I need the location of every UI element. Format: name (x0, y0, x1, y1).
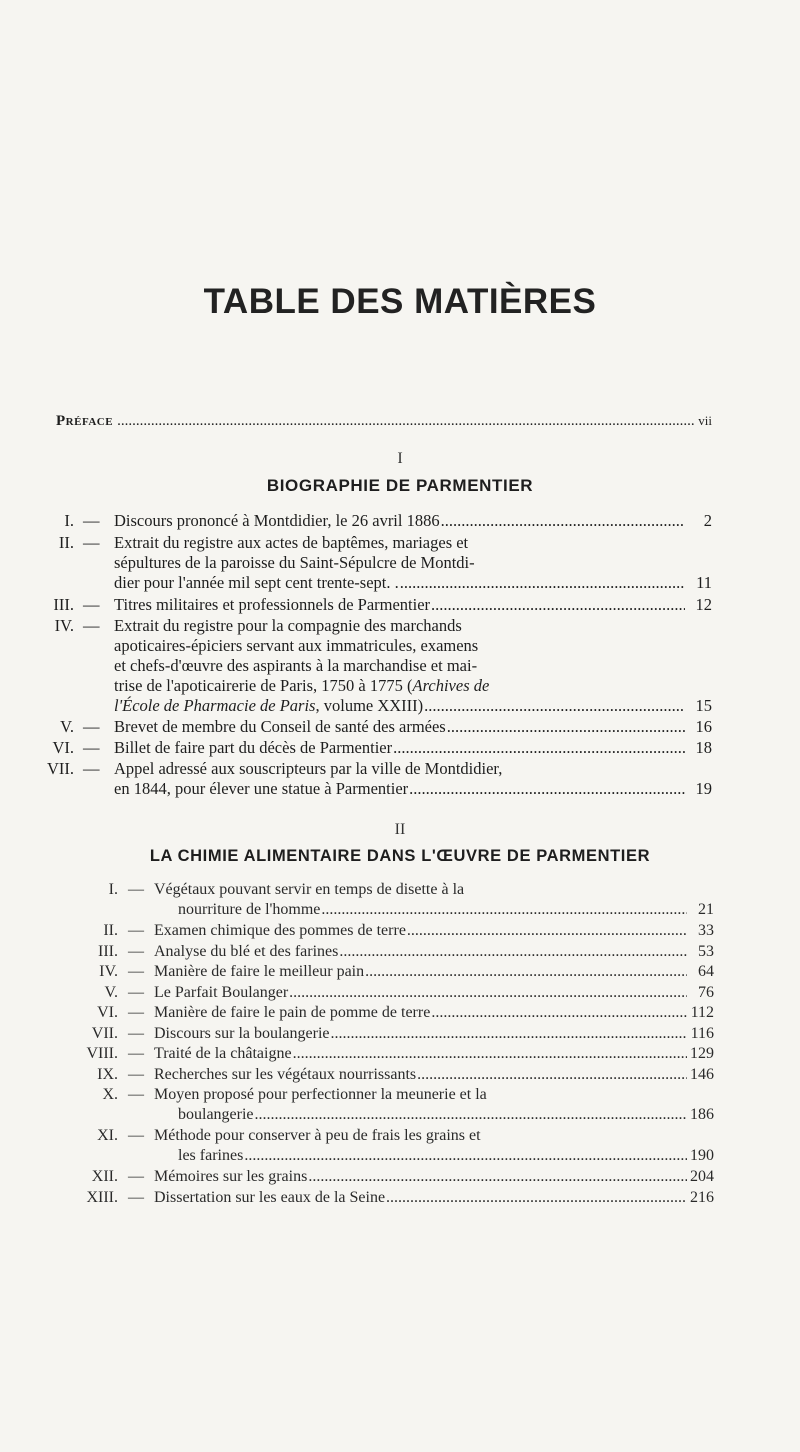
leader-dots (441, 511, 685, 531)
entry-title-line: Moyen proposé pour perfectionner la meunerie et la (154, 1086, 487, 1103)
section-2-heading: LA CHIMIE ALIMENTAIRE DANS L'ŒUVRE DE PARMENTIER (149, 847, 651, 865)
section-1-entries (0, 511, 800, 801)
entry-page: 12 (695, 595, 712, 614)
entry-dash: — (128, 963, 144, 980)
entry-number: III. (53, 595, 74, 614)
entry-page: 18 (695, 738, 712, 757)
entry-number: X. (102, 1086, 118, 1103)
entry-title-line: boulangerie (178, 1106, 254, 1123)
entry-number: V. (60, 717, 74, 736)
leader-dots (386, 1188, 687, 1208)
entry-title: Billet de faire part du décès de Parmentier (114, 738, 393, 757)
entry-number: VI. (52, 738, 74, 757)
toc-entry (0, 738, 800, 759)
toc-entry (0, 1044, 800, 1065)
entry-number: VI. (97, 1004, 118, 1021)
leader-dots (339, 942, 687, 962)
entry-number: VII. (46, 759, 74, 778)
leader-dots (365, 962, 687, 982)
entry-page: 15 (695, 696, 712, 715)
entry-title: Dissertation sur les eaux de la Seine (154, 1188, 386, 1206)
entry-title-line: Appel adressé aux souscripteurs par la ville de Montdidier, (114, 759, 503, 778)
entry-title-line: Méthode pour conserver à peu de frais les grains et (154, 1127, 481, 1144)
entry-page: 33 (698, 922, 714, 939)
leader-dots (255, 1105, 687, 1125)
entry-title-line: sépultures de la paroisse du Saint-Sépulcre de Montdi- (114, 553, 475, 572)
entry-dash: — (128, 1127, 144, 1144)
entry-number: XI. (97, 1127, 118, 1144)
section-2-numeral: II (394, 821, 406, 838)
entry-title: Le Parfait Boulanger (154, 983, 289, 1001)
entry-dash: — (83, 595, 100, 614)
leader-dots (289, 983, 687, 1003)
entry-page: 129 (690, 1045, 714, 1062)
entry-page: 190 (690, 1147, 714, 1164)
entry-dash: — (83, 759, 100, 778)
entry-dash: — (83, 616, 100, 635)
entry-page: 53 (698, 942, 714, 960)
entry-page: 21 (698, 901, 714, 918)
entry-page: 2 (703, 511, 712, 530)
leader-dots (308, 1167, 687, 1187)
leader-dots (431, 595, 685, 615)
entry-page: 204 (690, 1168, 714, 1185)
leader-dots (424, 696, 685, 716)
preface-page: vii (698, 413, 712, 428)
leader-dots (331, 1024, 687, 1044)
leader-dots (293, 1044, 687, 1064)
entry-number: I. (108, 881, 118, 898)
entry-title: Examen chimique des pommes de terre (154, 922, 406, 939)
toc-entry (0, 533, 800, 595)
entry-page: 112 (690, 1004, 714, 1021)
entry-page: 16 (695, 717, 712, 736)
entry-dash: — (128, 1065, 144, 1083)
entry-title: Analyse du blé et des farines (154, 942, 339, 960)
entry-dash: — (128, 1004, 144, 1021)
toc-entry (0, 942, 800, 963)
entry-title-line: et chefs-d'œuvre des aspirants à la marchandise et mai- (114, 656, 478, 675)
entry-dash: — (128, 1168, 144, 1185)
entry-title: Discours prononcé à Montdidier, le 26 avril 1886 (114, 511, 440, 530)
entry-number: III. (98, 942, 118, 960)
entry-page: 19 (695, 779, 712, 798)
leader-dots (400, 573, 685, 593)
toc-entry (0, 717, 800, 738)
entry-title-line: en 1844, pour élever une statue à Parmentier (114, 779, 409, 798)
entry-title: Traité de la châtaigne (154, 1045, 292, 1062)
toc-entry (0, 1126, 800, 1167)
entry-number: IV. (99, 963, 118, 980)
entry-dash: — (128, 1188, 144, 1206)
entry-title-line: nourriture de l'homme (178, 901, 321, 918)
toc-entry (0, 983, 800, 1004)
entry-number: I. (64, 511, 74, 530)
leader-dots (409, 779, 685, 799)
entry-title-line: les farines (178, 1147, 244, 1164)
entry-number: VII. (91, 1024, 118, 1042)
entry-dash: — (128, 1086, 144, 1103)
page-title: TABLE DES MATIÈRES (203, 282, 597, 321)
entry-title: Manière de faire le pain de pomme de terre (154, 1004, 431, 1021)
leader-dots (431, 1003, 687, 1023)
toc-entry (0, 759, 800, 801)
entry-dash: — (128, 1045, 144, 1062)
toc-entry (0, 1188, 800, 1209)
toc-entry (0, 1085, 800, 1126)
entry-title-line: dier pour l'année mil sept cent trente-sept. . (114, 573, 399, 592)
entry-page: 116 (690, 1024, 714, 1042)
toc-entry (0, 595, 800, 616)
entry-page: 186 (690, 1106, 714, 1123)
entry-page: 76 (698, 983, 714, 1001)
toc-entry (0, 921, 800, 942)
entry-number: XIII. (86, 1188, 118, 1206)
toc-entry (0, 1167, 800, 1188)
entry-italic-source: l'École de Pharmacie de Paris (114, 696, 316, 715)
entry-italic-source: Archives de (412, 676, 490, 695)
entry-page: 64 (698, 963, 714, 980)
entry-title: Manière de faire le meilleur pain (154, 963, 365, 980)
entry-number: IX. (97, 1065, 118, 1083)
entry-page: 146 (690, 1065, 714, 1083)
section-1-numeral: I (397, 450, 403, 467)
toc-entry (0, 962, 800, 983)
leader-dots (117, 413, 694, 430)
entry-title: Recherches sur les végétaux nourrissants (154, 1065, 417, 1083)
toc-entry (0, 616, 800, 717)
toc-entry (0, 1065, 800, 1086)
entry-dash: — (83, 533, 100, 552)
entry-dash: — (128, 983, 144, 1001)
entry-dash: — (83, 717, 100, 736)
toc-entry (0, 880, 800, 921)
entry-number: II. (103, 922, 118, 939)
leader-dots (417, 1065, 687, 1085)
entry-dash: — (83, 511, 100, 530)
entry-dash: — (128, 922, 144, 939)
entry-page: 11 (696, 573, 712, 592)
entry-page: 216 (690, 1188, 714, 1206)
entry-title-line: Extrait du registre aux actes de baptêmes, mariages et (114, 533, 469, 552)
entry-number: IV. (54, 616, 74, 635)
leader-dots (244, 1146, 687, 1166)
entry-number: XII. (91, 1168, 118, 1185)
entry-title: Titres militaires et professionnels de Parmentier (114, 595, 431, 614)
preface-label: Préface (56, 413, 114, 429)
entry-title-line: trise de l'apoticairerie de Paris, 1750 à 1775 ( (114, 676, 413, 695)
entry-title: Brevet de membre du Conseil de santé des armées (114, 717, 446, 736)
entry-number: VIII. (86, 1045, 118, 1062)
leader-dots (321, 900, 687, 920)
entry-title: Mémoires sur les grains (154, 1168, 308, 1185)
leader-dots (447, 717, 685, 737)
entry-title-line: apoticaires-épiciers servant aux immatricules, examens (114, 636, 479, 655)
entry-dash: — (128, 942, 144, 960)
entry-number: V. (104, 983, 118, 1001)
toc-entry (0, 1003, 800, 1024)
section-1-heading: BIOGRAPHIE DE PARMENTIER (266, 476, 534, 495)
entry-dash: — (128, 881, 144, 898)
entry-number: II. (58, 533, 74, 552)
entry-dash: — (128, 1024, 144, 1042)
preface-entry (56, 413, 712, 430)
entry-dash: — (83, 738, 100, 757)
toc-entry (0, 511, 800, 533)
entry-title-line: Végétaux pouvant servir en temps de disette à la (154, 881, 465, 898)
entry-title: Discours sur la boulangerie (154, 1024, 330, 1042)
toc-entry (0, 1024, 800, 1045)
entry-title-line: Extrait du registre pour la compagnie des marchands (114, 616, 462, 635)
entry-title-line: , volume XXIII) (315, 696, 424, 715)
section-2-entries (0, 880, 800, 1208)
leader-dots (393, 738, 685, 758)
leader-dots (407, 921, 687, 941)
